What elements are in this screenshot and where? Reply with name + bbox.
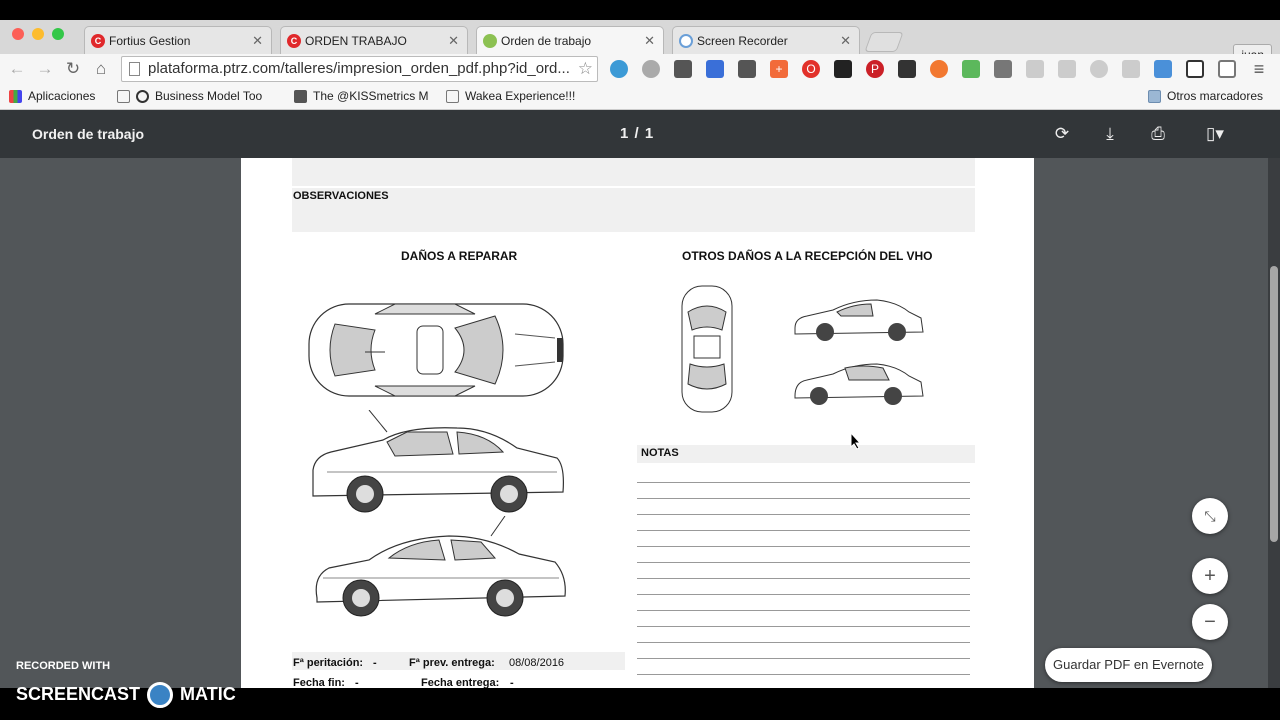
download-icon[interactable]: ⤓ [1106,124,1114,143]
print-icon[interactable]: ⎙ [1151,124,1165,143]
otros-danos-heading: OTROS DAÑOS A LA RECEPCIÓN DEL VHO [682,249,933,263]
evernote-extension-icon[interactable] [738,60,756,78]
notas-label: NOTAS [641,447,679,459]
fecha-fin-value: - [355,677,359,688]
bookmark-aplicaciones[interactable] [9,89,95,103]
page-icon [129,62,140,76]
close-tab-icon[interactable]: ✕ [840,32,851,48]
owl-extension-icon[interactable] [898,60,916,78]
bookmark-label: Wakea Experience!!! [465,89,576,103]
new-tab-button[interactable] [864,32,903,52]
notas-band [637,445,975,463]
screencast-watermark [16,660,236,704]
bookmark-label: Business Model Too [155,89,263,103]
fecha-prev-entrega-value: 08/08/2016 [509,657,565,669]
tab-label: Fortius Gestion [109,33,191,48]
bookmark-kissmetrics[interactable] [294,89,429,103]
folder-icon [1148,90,1161,103]
chart-extension-icon[interactable] [610,60,628,78]
apps-grid-icon [9,90,22,103]
scrollbar-thumb[interactable] [1270,266,1278,542]
arrows-extension-icon[interactable] [706,60,724,78]
zoom-out-button[interactable]: − [1192,604,1228,640]
bookmark-star-icon[interactable]: ☆ [577,59,593,78]
screen-top-bar [0,0,1280,20]
note-line [637,562,970,563]
pdf-toolbar [0,110,1280,158]
note-line [637,610,970,611]
buffer-extension-icon[interactable] [834,60,852,78]
feather-extension-icon[interactable] [1122,60,1140,78]
small-car-side-diagram-1 [793,294,925,344]
small-car-top-diagram [680,284,734,414]
note-line [637,658,970,659]
tab-strip [0,20,1280,54]
m-extension-icon[interactable] [1090,60,1108,78]
tab-orden-de-trabajo[interactable] [476,26,664,54]
rotate-icon[interactable]: ⟳ [1054,124,1070,143]
cloud-extension-icon[interactable] [642,60,660,78]
page-indicator: 1 / 1 [620,125,655,142]
globe-icon [679,34,693,48]
window-zoom-icon[interactable] [52,28,64,40]
address-bar[interactable] [121,56,598,82]
page-icon [446,90,459,103]
fecha-prev-entrega-label: Fª prev. entrega: [409,657,495,669]
bookmark-otros-marcadores[interactable] [1148,89,1263,103]
pdf-page [241,158,1034,688]
window-minimize-icon[interactable] [32,28,44,40]
plug-extension-icon[interactable] [674,60,692,78]
close-tab-icon[interactable]: ✕ [448,32,459,48]
opera-extension-icon[interactable]: O [802,60,820,78]
bookmark-wakea[interactable] [446,89,575,103]
car-top-view-diagram [305,294,569,406]
reload-icon[interactable]: ↻ [65,59,81,78]
watermark-line1: RECORDED WITH [16,660,111,672]
wave-extension-icon[interactable] [1154,60,1172,78]
car-right-side-diagram [309,516,573,620]
top-field-band [292,158,975,186]
note-line [637,674,970,675]
browser-toolbar [0,54,1280,84]
tab-orden-trabajo[interactable] [280,26,468,54]
note-line [637,578,970,579]
forward-arrow-icon[interactable]: → [36,59,54,78]
tab-label: Screen Recorder [697,33,788,48]
url-text: plataforma.ptrz.com/talleres/impresion_orden_pdf.php?id_ord... [148,60,570,77]
bookmark-label: The @KISSmetrics M [313,89,429,103]
laptop-extension-icon[interactable] [1058,60,1076,78]
danos-reparar-heading: DAÑOS A REPARAR [401,249,518,263]
fecha-peritacion-label: Fª peritación: [293,657,364,669]
chart-icon [294,90,307,103]
note-line [637,498,970,499]
fecha-peritacion-value: - [373,657,377,669]
close-tab-icon[interactable]: ✕ [644,32,655,48]
tab-label: ORDEN TRABAJO [305,33,407,48]
leaf-icon [483,34,497,48]
business-logo-icon [136,90,149,103]
fecha-entrega-label: Fecha entrega: [421,677,500,688]
page-icon [117,90,130,103]
note-line [637,530,970,531]
green-extension-icon[interactable] [962,60,980,78]
c-logo-icon: C [91,34,105,48]
screencast-logo-icon [147,682,173,708]
cast-icon[interactable] [1218,60,1236,78]
bookmarks-bar [0,84,1280,110]
fecha-fin-label: Fecha fin: [293,677,345,688]
vertical-scrollbar[interactable] [1268,158,1280,688]
chrome-menu-icon[interactable]: ≡ [1253,59,1265,79]
small-car-side-diagram-2 [793,358,925,408]
zoom-in-button[interactable]: + [1192,558,1228,594]
fit-page-button[interactable]: ⤡ [1192,498,1228,534]
bookmark-label: Aplicaciones [28,89,96,103]
watermark-brand-a: SCREENCAST [16,683,141,704]
save-to-evernote-button[interactable]: Guardar PDF en Evernote [1045,648,1212,682]
pdf-viewer[interactable] [0,158,1280,688]
back-arrow-icon[interactable]: ← [8,59,26,78]
gray-extension-icon[interactable] [1026,60,1044,78]
car-left-side-diagram [307,410,571,514]
fecha-entrega-value: - [510,677,514,688]
bug-extension-icon[interactable] [994,60,1012,78]
observaciones-label: OBSERVACIONES [293,190,389,202]
pinterest-extension-icon[interactable]: P [866,60,884,78]
note-line [637,482,970,483]
note-line [637,546,970,547]
box-extension-icon[interactable] [1186,60,1204,78]
home-icon[interactable]: ⌂ [95,59,107,78]
mouse-cursor-icon [850,432,862,450]
bookmark-dropdown-icon[interactable]: ▯▾ [1206,124,1224,143]
note-line [637,594,970,595]
note-line [637,514,970,515]
note-line [637,642,970,643]
bookmark-label: Otros marcadores [1167,89,1264,103]
watermark-line2 [16,682,236,708]
note-line [637,626,970,627]
watermark-brand-b: MATIC [180,683,236,704]
c-logo-icon: C [287,34,301,48]
tab-screen-recorder[interactable] [672,26,860,54]
window-close-icon[interactable] [12,28,24,40]
plus-extension-icon[interactable]: + [770,60,788,78]
close-tab-icon[interactable]: ✕ [252,32,263,48]
bookmark-business-model[interactable] [117,89,262,103]
fire-extension-icon[interactable] [930,60,948,78]
pdf-title: Orden de trabajo [32,126,145,142]
tab-fortius-gestion[interactable] [84,26,272,54]
observaciones-box [292,188,975,232]
tab-label: Orden de trabajo [501,33,592,48]
